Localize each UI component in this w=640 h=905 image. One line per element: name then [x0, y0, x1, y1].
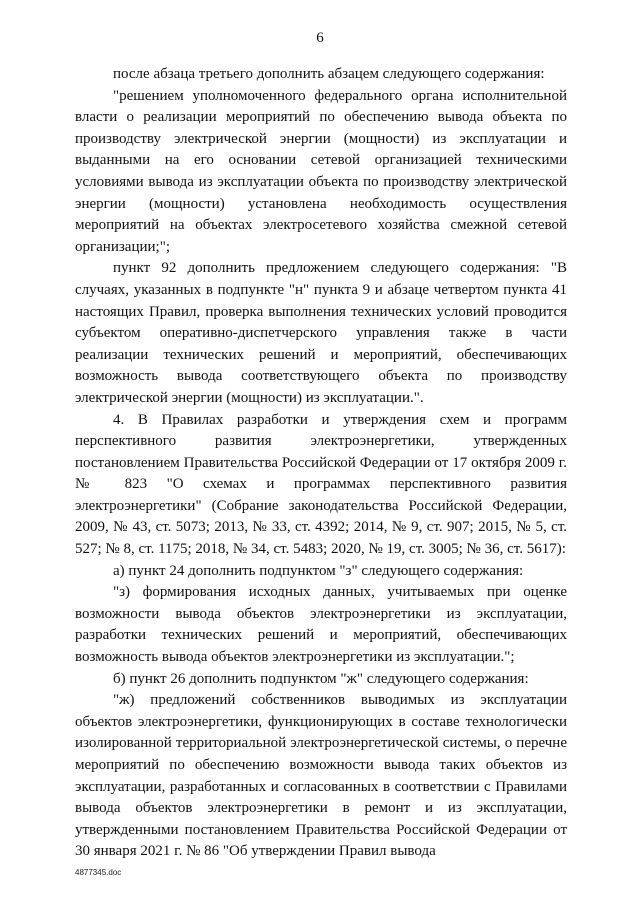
paragraph: "решением уполномоченного федерального органа исполнительной власти о реализации мероприятий по обеспечению вывода объекта по производству электрической энергии (мощности) из эксплуатации и выданными на его основании сетевой организацией техническими условиями вывода из эксплуатации объекта по производству электрической энергии (мощности) установлена необходимость осуществления мероприятий на объектах электросетевого хозяйства смежной сетевой организации;"; [75, 87, 567, 255]
paragraph: 4. В Правилах разработки и утверждения схем и программ перспективного развития электроэнергетики, утвержденных постановлением Правительства Российской Федерации от 17 октября 2009 г. № 823 "О схемах и программах перспективного развития электроэнергетики" (Собрание законодательства Российской Федерации, 2009, № 43, ст. 5073; 2013, № 33, ст. 4392; 2014, № 9, ст. 907; 2015, № 5, ст. 527; № 8, ст. 1175; 2018, № 34, ст. 5483; 2020, № 19, ст. 3005; № 36, ст. 5617): [75, 411, 567, 558]
paragraph: "з) формирования исходных данных, учитываемых при оценке возможности вывода объектов электроэнергетики из эксплуатации, разработки технических решений и мероприятий, обеспечивающих возможность вывода объектов электроэнергетики из эксплуатации."; [75, 584, 567, 666]
footer-document-code: 4877345.doc [75, 868, 122, 877]
page-number: 6 [316, 30, 324, 46]
document-body [75, 64, 567, 863]
paragraph: б) пункт 26 дополнить подпунктом "ж" следующего содержания: [113, 670, 529, 687]
paragraph: пункт 92 дополнить предложением следующего содержания: "В случаях, указанных в подпункте "н" пункта 9 и абзаце четвертом пункта 41 настоящих Правил, проверка выполнения технических условий проводится субъектом оперативно-диспетчерского управления также в части реализации технических решений и мероприятий, обеспечивающих возможность вывода соответствующего объекта по производству электрической энергии (мощности) из эксплуатации.". [75, 260, 567, 406]
paragraph: после абзаца третьего дополнить абзацем следующего содержания: [113, 66, 545, 82]
paragraph: а) пункт 24 дополнить подпунктом "з" следующего содержания: [113, 562, 524, 579]
paragraph: "ж) предложений собственников выводимых из эксплуатации объектов электроэнергетики, функционирующих в составе технологически изолированной территориальной электроэнергетической системы, о перечне мероприятий по обеспечению возможности вывода таких объектов из эксплуатации, разработанных и согласованных в соответствии с Правилами вывода объектов электроэнергетики в ремонт и из эксплуатации, утвержденными постановлением Правительства Российской Федерации от 30 января 2021 г. № 86 "Об утверждении Правил вывода [75, 692, 567, 860]
